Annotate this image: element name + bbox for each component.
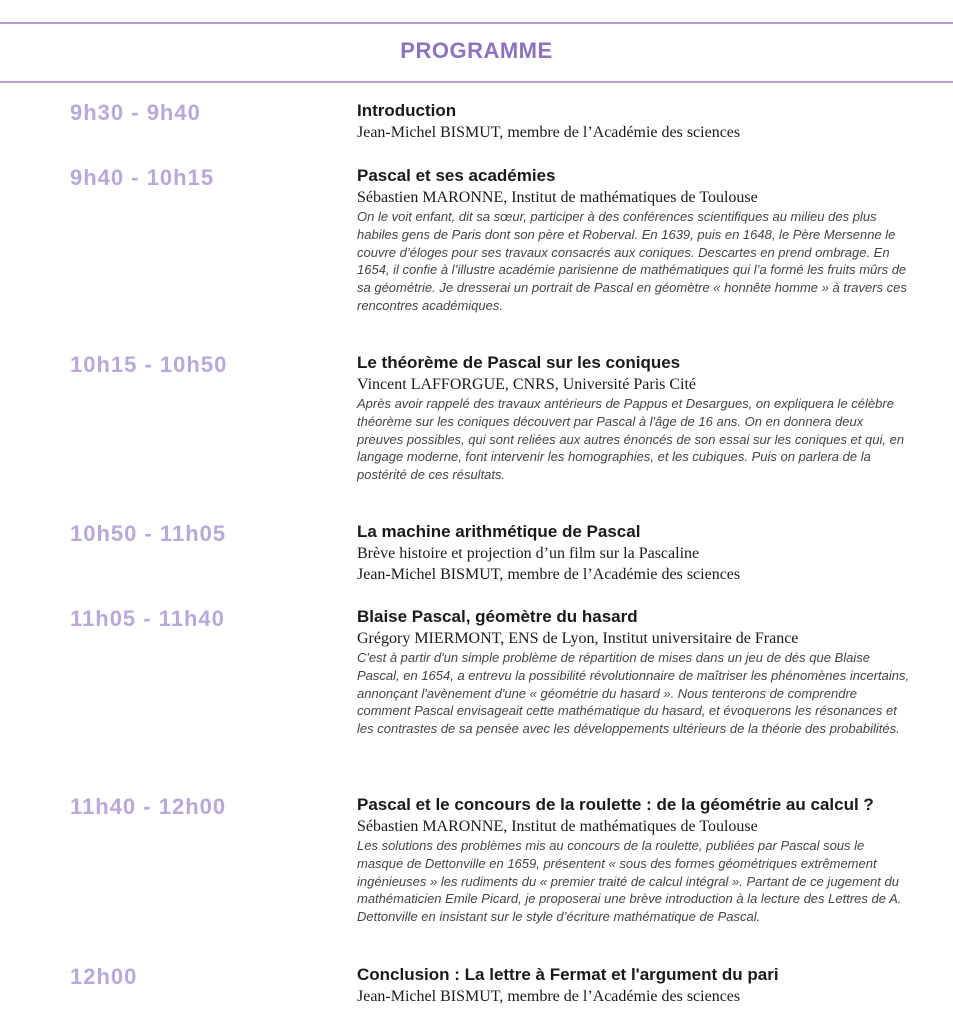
session-content <box>357 606 917 738</box>
heading-divider <box>0 81 953 83</box>
session-speaker: Sébastien MARONNE, Institut de mathématiques de Toulouse <box>357 818 758 835</box>
session-content <box>357 521 917 585</box>
session-content <box>357 964 917 1007</box>
session-time: 11h40 - 12h00 <box>70 794 227 819</box>
session-title: Introduction <box>357 101 457 120</box>
session-title: Pascal et ses académies <box>357 166 556 185</box>
session-speaker: Sébastien MARONNE, Institut de mathématiques de Toulouse <box>357 189 758 206</box>
session-time: 10h15 - 10h50 <box>70 352 228 377</box>
session-speaker: Jean-Michel BISMUT, membre de l’Académie des sciences <box>357 566 741 583</box>
session-time: 9h30 - 9h40 <box>70 100 201 125</box>
top-divider <box>0 22 953 24</box>
session-time: 12h00 <box>70 964 138 989</box>
session-speaker: Jean-Michel BISMUT, membre de l’Académie des sciences <box>357 124 741 141</box>
session-speaker: Brève histoire et projection d’un film sur la Pascaline <box>357 545 700 562</box>
session-content <box>357 352 917 484</box>
session-title: Blaise Pascal, géomètre du hasard <box>357 607 638 626</box>
session-abstract: On le voit enfant, dit sa sœur, participer à des conférences scientifiques au milieu des plus habiles gens de Paris dont son père et Roberval. En 1639, puis en 1648, le Père Mersenne le couvre d’éloges pour ses travaux consacrés aux coniques. Descartes en prend ombrage. En 1654, il confie à l’illustre académie parisienne de mathématiques qui l’a formé les fruits mûrs de sa géométrie. Je dresserai un portrait de Pascal en géomètre « honnête homme » à travers ces rencontres académiques. <box>357 209 907 313</box>
session-title: Pascal et le concours de la roulette : de la géométrie au calcul ? <box>357 795 874 814</box>
session-content <box>357 794 917 926</box>
session-speaker: Vincent LAFFORGUE, CNRS, Université Paris Cité <box>357 376 697 393</box>
session-title: La machine arithmétique de Pascal <box>357 522 641 541</box>
session-title: Conclusion : La lettre à Fermat et l'argument du pari <box>357 965 779 984</box>
session-time: 10h50 - 11h05 <box>70 521 227 546</box>
session-content <box>357 100 917 143</box>
session-abstract: Les solutions des problèmes mis au concours de la roulette, publiées par Pascal sous le masque de Dettonville en 1659, présentent « sous des formes géométriques extrêmement ingénieuses » les rudiments du « premier traité de calcul intégral ». Partant de ce jugement du mathématicien Emile Picard, je proposerai une brève introduction à la lecture des Lettres de A. Dettonville en insistant sur le style d’écriture mathématique de Pascal. <box>357 838 902 925</box>
session-time: 9h40 - 10h15 <box>70 165 215 190</box>
session-abstract: C'est à partir d'un simple problème de répartition de mises dans un jeu de dés que Blaise Pascal, en 1654, a entrevu la possibilité révolutionnaire de maîtriser les phénomènes incertains, annonçant l'avènement d'une « géométrie du hasard ». Nous tenterons de comprendre comment Pascal envisageait cette mathématique du hasard, et évoquerons les résonances et les contrastes de sa pensée avec les développements ultérieurs de la théorie des probabilités. <box>357 650 910 737</box>
session-abstract: Après avoir rappelé des travaux antérieurs de Pappus et Desargues, on expliquera le célèbre théorème sur les coniques découvert par Pascal à l'âge de 16 ans. On en donnera deux preuves possibles, qui sont reliées aux autres énoncés de son essai sur les coniques et qui, en langage moderne, font intervenir les homographies, et les cubiques. Puis on parlera de la postérité de ces résultats. <box>357 396 905 483</box>
session-content <box>357 165 917 315</box>
session-speaker: Grégory MIERMONT, ENS de Lyon, Institut universitaire de France <box>357 630 799 647</box>
page-title: PROGRAMME <box>400 38 553 63</box>
session-title: Le théorème de Pascal sur les coniques <box>357 353 681 372</box>
session-time: 11h05 - 11h40 <box>70 606 225 631</box>
session-speaker: Jean-Michel BISMUT, membre de l’Académie des sciences <box>357 988 741 1005</box>
